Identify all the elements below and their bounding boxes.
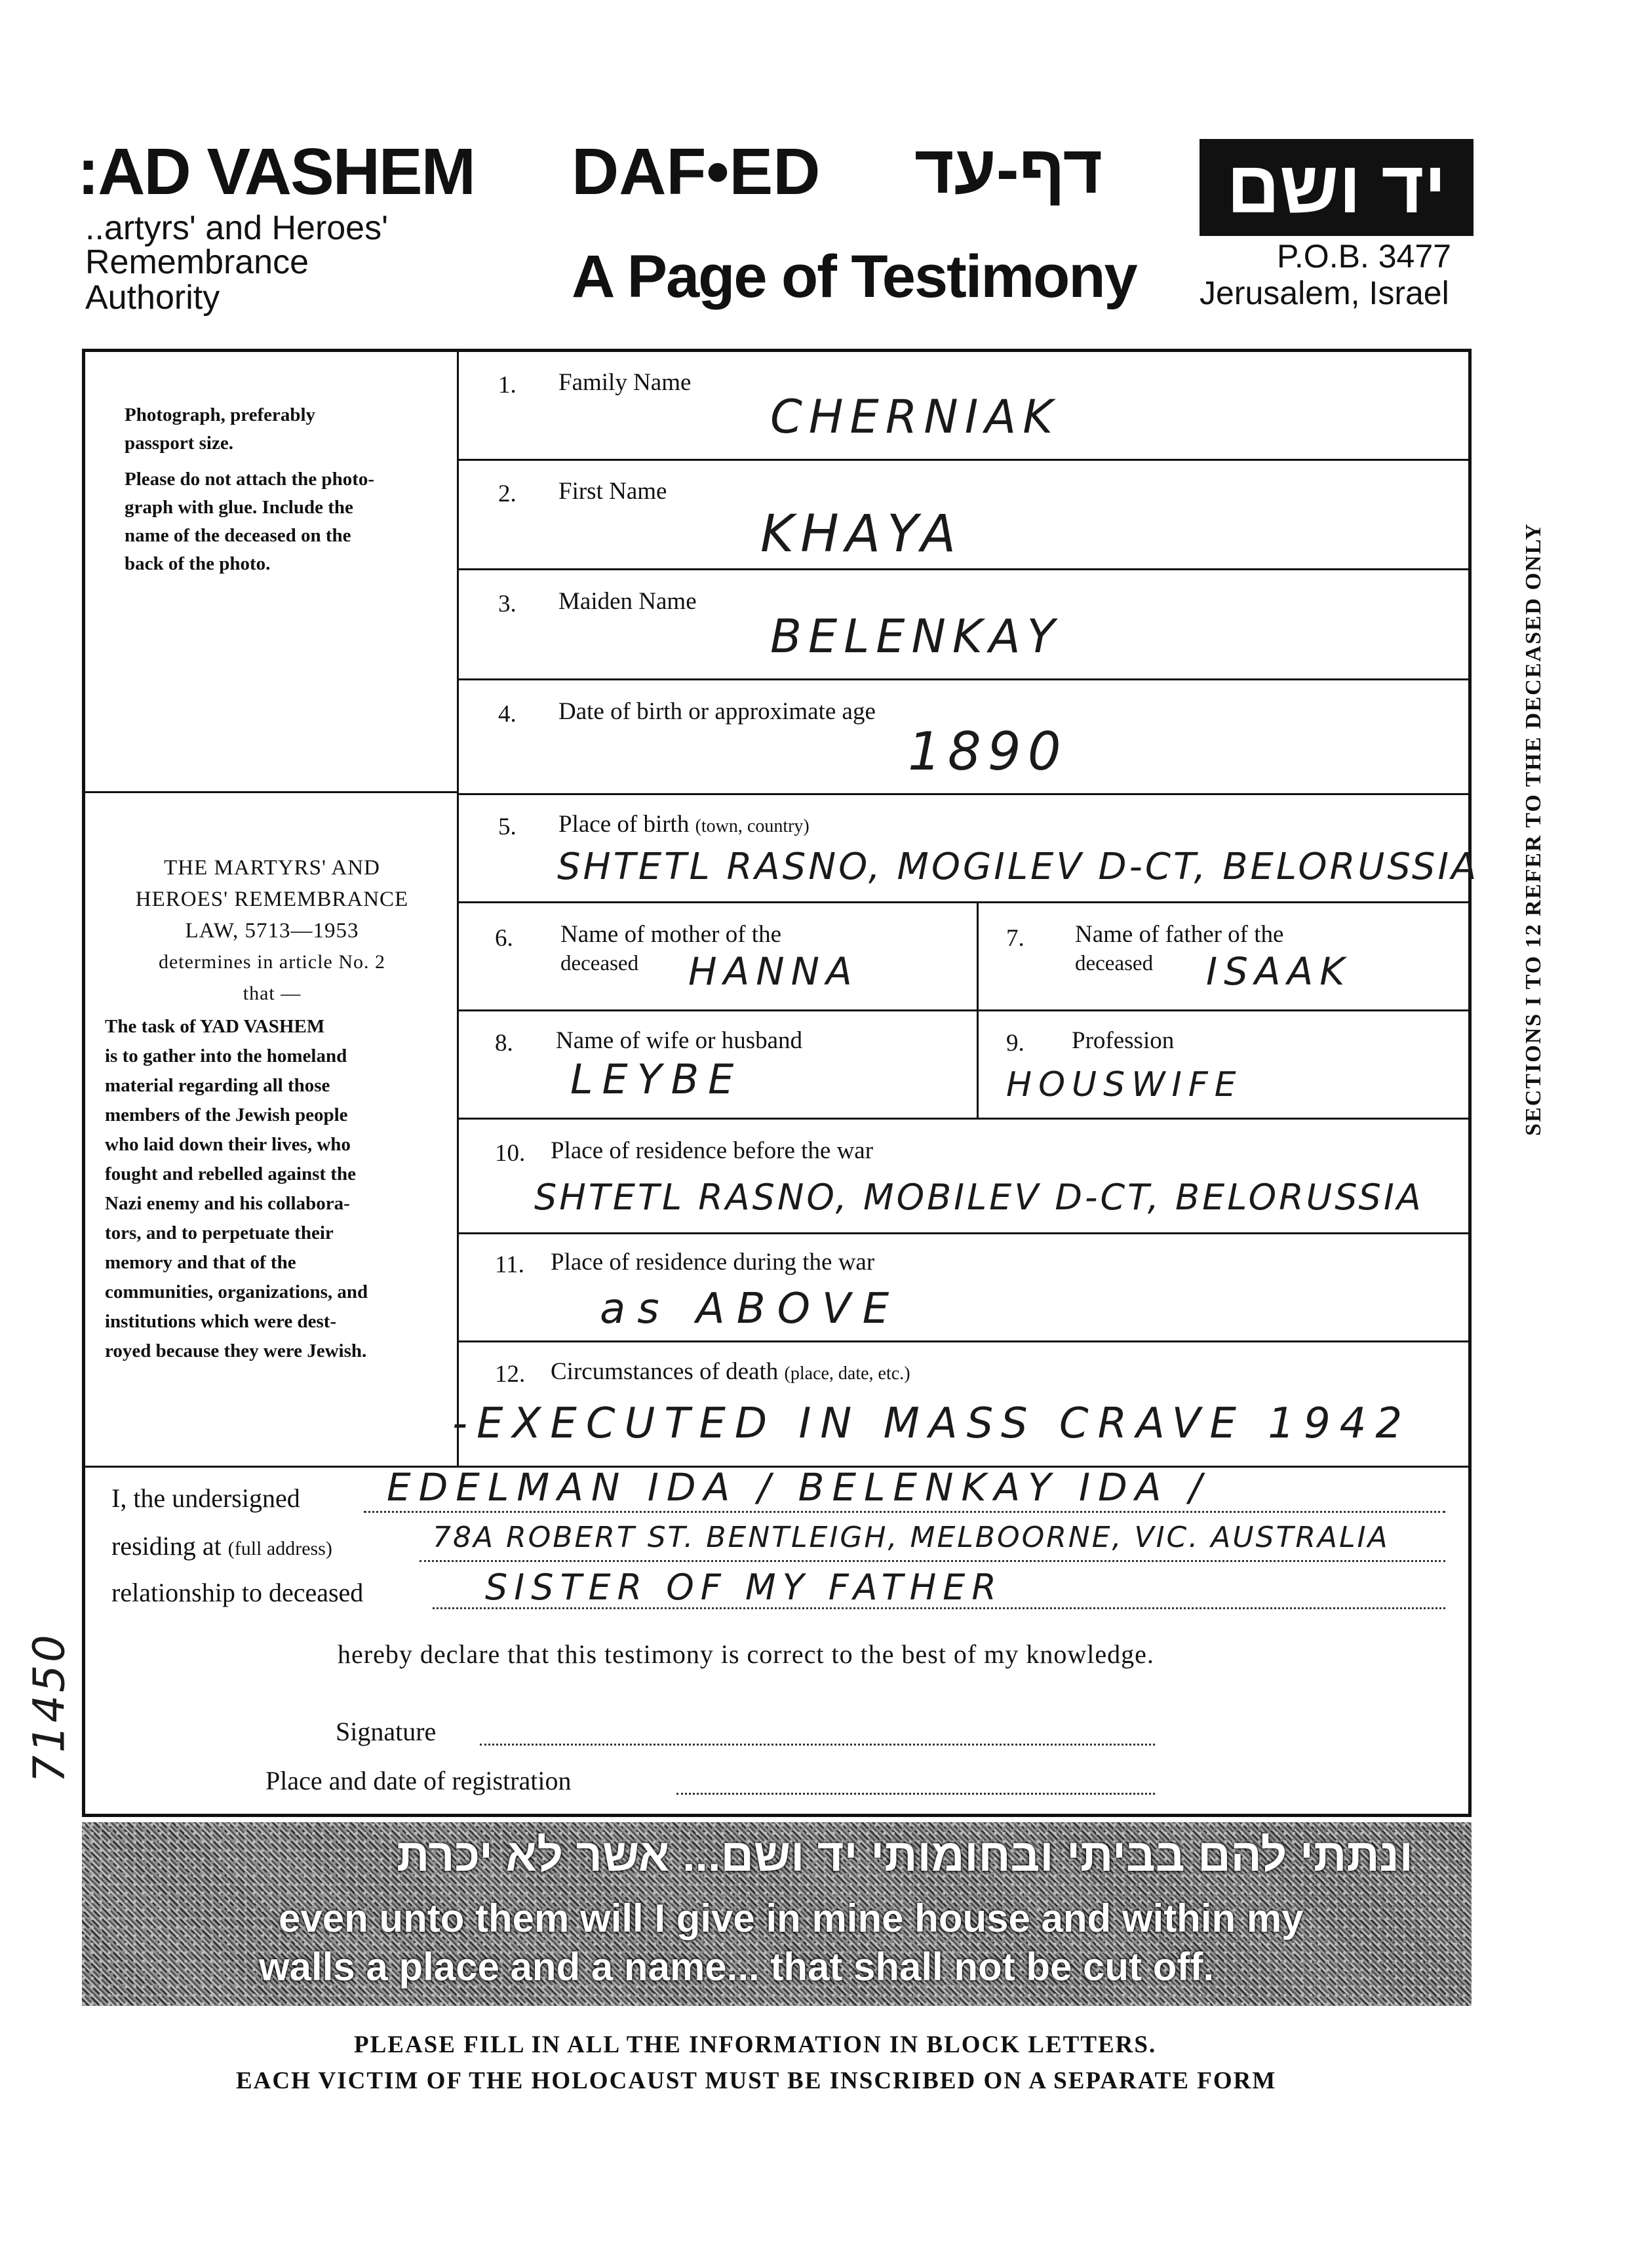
task-line: Nazi enemy and his collabora- xyxy=(105,1193,350,1214)
field-6-number: 6. xyxy=(495,925,513,952)
mother-name-value[interactable]: HANNA xyxy=(688,949,859,994)
row-divider xyxy=(457,793,1469,795)
relationship-label: relationship to deceased xyxy=(111,1578,364,1607)
field-12-number: 12. xyxy=(495,1361,526,1388)
death-circumstances-label-text: Circumstances of death xyxy=(551,1358,779,1385)
field-11-number: 11. xyxy=(495,1251,524,1278)
death-circumstances-label-hint: (place, date, etc.) xyxy=(784,1363,910,1384)
father-name-label: Name of father of the xyxy=(1075,921,1284,948)
mother-name-label-2: deceased xyxy=(560,952,639,975)
maiden-name-label: Maiden Name xyxy=(558,588,697,615)
side-note: SECTIONS I TO 12 REFER TO THE DECEASED ONLY xyxy=(1521,522,1546,1136)
photo-instruction-line: passport size. xyxy=(125,433,233,454)
spouse-name-value[interactable]: LEYBE xyxy=(570,1055,743,1103)
relationship-value[interactable]: SISTER OF MY FATHER xyxy=(485,1567,1003,1608)
undersigned-value[interactable]: EDELMAN IDA / BELENKAY IDA / xyxy=(387,1465,1210,1510)
yad-vashem-logo: יד ושם xyxy=(1200,139,1474,236)
family-name-value[interactable]: CHERNIAK xyxy=(770,390,1060,444)
task-line: members of the Jewish people xyxy=(105,1105,348,1125)
task-line: communities, organizations, and xyxy=(105,1281,368,1302)
prewar-residence-value[interactable]: SHTETL RASNO, MOBILEV D-CT, BELORUSSIA xyxy=(534,1177,1424,1218)
task-line: The task of YAD VASHEM xyxy=(105,1016,325,1037)
row-divider xyxy=(457,1009,1469,1011)
field-9-number: 9. xyxy=(1006,1030,1025,1057)
task-line: tors, and to perpetuate their xyxy=(105,1222,334,1243)
row-divider xyxy=(457,901,1469,903)
banner-line-1: even unto them will I give in mine house and within my xyxy=(279,1896,1304,1940)
birthplace-label-hint: (town, country) xyxy=(695,816,810,836)
task-paragraph xyxy=(105,1012,439,1366)
address-label-hint: (full address) xyxy=(227,1538,332,1559)
declaration-text: hereby declare that this testimony is correct to the best of my knowledge. xyxy=(338,1639,1154,1669)
form-title: A Page of Testimony xyxy=(572,243,1137,310)
mother-name-label: Name of mother of the xyxy=(560,921,781,948)
undersigned-line xyxy=(364,1511,1445,1513)
task-line: who laid down their lives, who xyxy=(105,1134,351,1155)
org-subtitle-line-2: Remembrance xyxy=(85,243,309,281)
birth-date-label: Date of birth or approximate age xyxy=(558,698,876,725)
maiden-name-value[interactable]: BELENKAY xyxy=(770,610,1062,663)
law-text xyxy=(105,852,439,1366)
row-divider xyxy=(457,1232,1469,1234)
task-line: memory and that of the xyxy=(105,1252,296,1273)
law-article: that — xyxy=(243,983,302,1004)
prewar-residence-label: Place of residence before the war xyxy=(551,1137,874,1164)
org-subtitle-line-1: ..artyrs' and Heroes' xyxy=(85,209,389,247)
footer-instruction-2: EACH VICTIM OF THE HOLOCAUST MUST BE INSCRIBED ON A SEPARATE FORM xyxy=(236,2067,1277,2094)
address-value[interactable]: 78A ROBERT ST. BENTLEIGH, MELBOORNE, VIC. AUSTRALIA xyxy=(433,1521,1390,1554)
birthplace-value[interactable]: SHTETL RASNO, MOGILEV D-CT, BELORUSSIA xyxy=(557,846,1479,888)
org-name: :AD VASHEM xyxy=(77,135,475,208)
family-name-label: Family Name xyxy=(558,369,692,396)
spouse-name-label: Name of wife or husband xyxy=(556,1027,803,1054)
footer-instruction-1: PLEASE FILL IN ALL THE INFORMATION IN BLOCK LETTERS. xyxy=(354,2031,1157,2058)
banner-hebrew: ונתתי להם בביתי ובחומותי יד ושם... אשר לא יכרת xyxy=(397,1829,1413,1881)
address-line xyxy=(420,1560,1445,1562)
photo-instruction-line: Photograph, preferably xyxy=(125,404,316,425)
birth-date-value[interactable]: 1890 xyxy=(908,721,1068,782)
field-divider xyxy=(977,901,979,1118)
address-label-text: residing at xyxy=(111,1531,222,1561)
wartime-residence-value[interactable]: as ABOVE xyxy=(600,1285,901,1333)
birthplace-label-text: Place of birth xyxy=(558,811,690,838)
task-line: fought and rebelled against the xyxy=(105,1163,356,1184)
task-line: is to gather into the homeland xyxy=(105,1046,347,1066)
row-divider xyxy=(457,1118,1469,1120)
banner-line-2: walls a place and a name... that shall not be cut off. xyxy=(259,1945,1214,1989)
law-heading: LAW, 5713—1953 xyxy=(185,919,359,943)
father-name-label-2: deceased xyxy=(1075,952,1154,975)
field-8-number: 8. xyxy=(495,1030,513,1057)
undersigned-label: I, the undersigned xyxy=(111,1483,300,1513)
death-circumstances-label xyxy=(551,1358,910,1386)
law-heading: HEROES' REMEMBRANCE xyxy=(135,888,409,911)
photo-instructions xyxy=(125,401,433,578)
signature-label: Signature xyxy=(336,1717,437,1746)
task-line: institutions which were dest- xyxy=(105,1311,337,1332)
form-code: DAF•ED xyxy=(572,135,821,208)
field-1-number: 1. xyxy=(498,372,517,399)
death-circumstances-value[interactable]: -EXECUTED IN MASS CRAVE 1942 xyxy=(452,1399,1412,1448)
birthplace-label xyxy=(558,810,810,838)
field-2-number: 2. xyxy=(498,480,517,507)
first-name-label: First Name xyxy=(558,478,667,505)
column-divider xyxy=(457,351,459,1466)
registration-label: Place and date of registration xyxy=(265,1766,572,1795)
field-10-number: 10. xyxy=(495,1140,526,1167)
father-name-value[interactable]: ISAAK xyxy=(1206,949,1352,994)
law-article: determines in article No. 2 xyxy=(158,951,386,973)
signature-line[interactable] xyxy=(480,1744,1155,1746)
org-subtitle-line-3: Authority xyxy=(85,279,220,317)
profession-label: Profession xyxy=(1072,1027,1175,1054)
task-line: royed because they were Jewish. xyxy=(105,1340,367,1361)
field-4-number: 4. xyxy=(498,701,517,728)
row-divider xyxy=(457,459,1469,461)
row-divider xyxy=(457,678,1469,680)
left-panel-divider xyxy=(85,791,458,793)
photo-instruction-line: Please do not attach the photo- xyxy=(125,469,375,490)
registration-line[interactable] xyxy=(676,1793,1155,1795)
field-5-number: 5. xyxy=(498,813,517,840)
row-divider xyxy=(457,568,1469,570)
po-box: P.O.B. 3477 xyxy=(1277,238,1451,275)
margin-number: 71450 xyxy=(24,1632,75,1783)
hebrew-title: דף-עד xyxy=(914,132,1103,208)
photo-instruction-line: name of the deceased on the xyxy=(125,525,351,546)
profession-value[interactable]: HOUSWIFE xyxy=(1006,1065,1243,1105)
row-divider xyxy=(457,1340,1469,1342)
photo-instruction-line: graph with glue. Include the xyxy=(125,497,353,518)
city: Jerusalem, Israel xyxy=(1200,275,1449,311)
first-name-value[interactable]: KHAYA xyxy=(760,505,963,564)
field-3-number: 3. xyxy=(498,591,517,617)
law-heading: THE MARTYRS' AND xyxy=(164,856,380,880)
task-line: material regarding all those xyxy=(105,1075,330,1096)
field-7-number: 7. xyxy=(1006,925,1025,952)
wartime-residence-label: Place of residence during the war xyxy=(551,1249,875,1276)
quote-banner xyxy=(82,1822,1472,2006)
photo-instruction-line: back of the photo. xyxy=(125,553,271,574)
address-label xyxy=(111,1531,332,1561)
